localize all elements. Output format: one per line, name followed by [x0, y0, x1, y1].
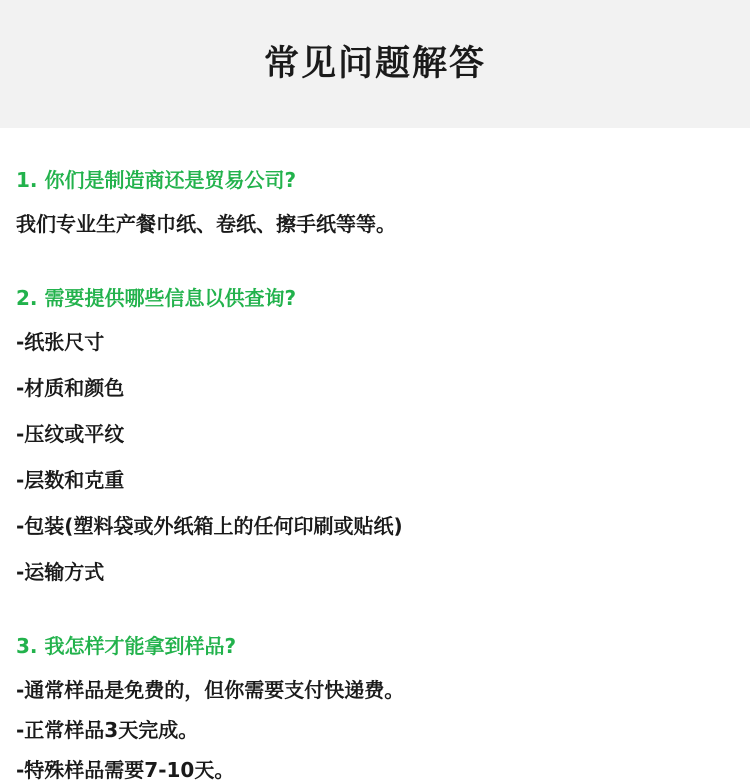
list-item: -特殊样品需要7-10天。 — [16, 758, 235, 782]
faq-item-2 — [16, 284, 734, 586]
faq-answer-list — [16, 676, 734, 784]
list-item: -纸张尺寸 — [16, 330, 105, 354]
list-item: -包装(塑料袋或外纸箱上的任何印刷或贴纸) — [16, 514, 403, 538]
faq-question: 2. 需要提供哪些信息以供查询? — [16, 286, 297, 310]
faq-content — [0, 166, 750, 784]
page-title: 常见问题解答 — [263, 44, 486, 84]
faq-question: 3. 我怎样才能拿到样品? — [16, 634, 237, 658]
list-item: -通常样品是免费的，但你需要支付快递费。 — [16, 678, 405, 702]
faq-question: 1. 你们是制造商还是贸易公司? — [16, 168, 297, 192]
faq-answer-list — [16, 328, 734, 586]
faq-item-3 — [16, 632, 734, 784]
list-item: -正常样品3天完成。 — [16, 718, 199, 742]
list-item: -材质和颜色 — [16, 376, 125, 400]
faq-item-1 — [16, 166, 734, 238]
list-item: -压纹或平纹 — [16, 422, 125, 446]
faq-answer: 我们专业生产餐巾纸、卷纸、擦手纸等等。 — [16, 212, 396, 236]
page-header — [0, 0, 750, 128]
list-item: -层数和克重 — [16, 468, 125, 492]
list-item: -运输方式 — [16, 560, 105, 584]
